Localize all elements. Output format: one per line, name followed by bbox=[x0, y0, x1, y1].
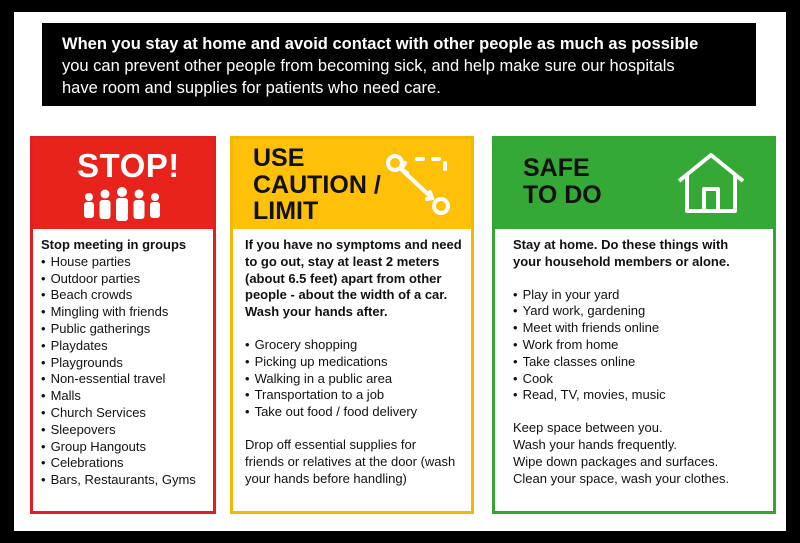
caution-lead-line: to go out, stay at least 2 meters bbox=[245, 253, 440, 269]
stop-card-header bbox=[33, 139, 213, 229]
group-of-people-icon bbox=[79, 187, 165, 223]
caution-lead-line: people - about the width of a car. bbox=[245, 287, 448, 303]
list-item: • Yard work, gardening bbox=[513, 303, 765, 320]
list-item: • Non-essential travel bbox=[41, 371, 213, 388]
list-item: • Take classes online bbox=[513, 354, 765, 371]
list-item: • Take out food / food delivery bbox=[245, 404, 463, 421]
caution-lead bbox=[245, 237, 463, 321]
safe-note-line: Wash your hands frequently. bbox=[513, 436, 678, 452]
caution-card bbox=[230, 136, 474, 514]
caution-note-line: your hands before handling) bbox=[245, 470, 407, 486]
stop-list bbox=[41, 254, 213, 489]
caution-lead-line: If you have no symptoms and need bbox=[245, 237, 462, 252]
caution-lead-line: (about 6.5 feet) apart from other bbox=[245, 270, 442, 286]
list-item: • Mingling with friends bbox=[41, 304, 213, 321]
caution-card-header bbox=[233, 139, 471, 229]
list-item: • Read, TV, movies, music bbox=[513, 387, 765, 404]
banner-line-1: When you stay at home and avoid contact with other people as much as possible bbox=[62, 35, 699, 53]
poster-frame bbox=[14, 12, 786, 531]
safe-list bbox=[513, 287, 765, 405]
list-item: • Group Hangouts bbox=[41, 439, 213, 456]
caution-card-body bbox=[233, 229, 471, 511]
banner-line-2: you can prevent other people from becoming sick, and help make sure our hospitals bbox=[62, 57, 675, 75]
list-item: • Play in your yard bbox=[513, 287, 765, 304]
list-item: • Outdoor parties bbox=[41, 271, 213, 288]
list-item: • Picking up medications bbox=[245, 354, 463, 371]
safe-lead-line: Stay at home. Do these things with bbox=[513, 237, 729, 252]
safe-card-body bbox=[495, 229, 773, 511]
list-item: • Celebrations bbox=[41, 455, 213, 472]
caution-note bbox=[245, 437, 463, 487]
caution-title-line: USE bbox=[253, 144, 305, 172]
caution-list bbox=[245, 337, 463, 421]
safe-note-line: Clean your space, wash your clothes. bbox=[513, 470, 730, 486]
safe-note-line: Keep space between you. bbox=[513, 420, 663, 436]
list-item: • Beach crowds bbox=[41, 287, 213, 304]
stop-card bbox=[30, 136, 216, 514]
list-item: • Grocery shopping bbox=[245, 337, 463, 354]
safe-title-line: SAFE bbox=[523, 154, 590, 182]
list-item: • Playdates bbox=[41, 338, 213, 355]
list-item: • Sleepovers bbox=[41, 422, 213, 439]
list-item: • House parties bbox=[41, 254, 213, 271]
list-item: • Meet with friends online bbox=[513, 320, 765, 337]
safe-title bbox=[523, 155, 602, 209]
distance-arrow-icon bbox=[383, 151, 455, 219]
list-item: • Walking in a public area bbox=[245, 371, 463, 388]
list-item: • Playgrounds bbox=[41, 355, 213, 372]
banner-line-3: have room and supplies for patients who need care. bbox=[62, 79, 441, 97]
list-item: • Bars, Restaurants, Gyms bbox=[41, 472, 213, 489]
caution-lead-line: Wash your hands after. bbox=[245, 304, 388, 320]
intro-banner bbox=[42, 23, 756, 106]
list-item: • Church Services bbox=[41, 405, 213, 422]
caution-title bbox=[253, 145, 381, 225]
house-icon bbox=[675, 151, 747, 215]
list-item: • Public gatherings bbox=[41, 321, 213, 338]
list-item: • Transportation to a job bbox=[245, 387, 463, 404]
list-item: • Malls bbox=[41, 388, 213, 405]
safe-card-header bbox=[495, 139, 773, 229]
safe-note-line: Wipe down packages and surfaces. bbox=[513, 453, 719, 469]
caution-note-line: friends or relatives at the door (wash bbox=[245, 453, 456, 469]
safe-card bbox=[492, 136, 776, 514]
stop-title: STOP! bbox=[77, 147, 180, 184]
safe-lead bbox=[513, 237, 765, 271]
caution-title-line: LIMIT bbox=[253, 197, 319, 225]
safe-note bbox=[513, 420, 765, 487]
caution-note-line: Drop off essential supplies for bbox=[245, 436, 417, 452]
list-item: • Cook bbox=[513, 371, 765, 388]
safe-lead-line: your household members or alone. bbox=[513, 253, 730, 269]
stop-lead: Stop meeting in groups bbox=[41, 237, 187, 252]
safe-title-line: TO DO bbox=[523, 181, 602, 209]
caution-title-line: CAUTION / bbox=[253, 170, 381, 199]
list-item: • Work from home bbox=[513, 337, 765, 354]
stop-card-body bbox=[33, 229, 213, 511]
